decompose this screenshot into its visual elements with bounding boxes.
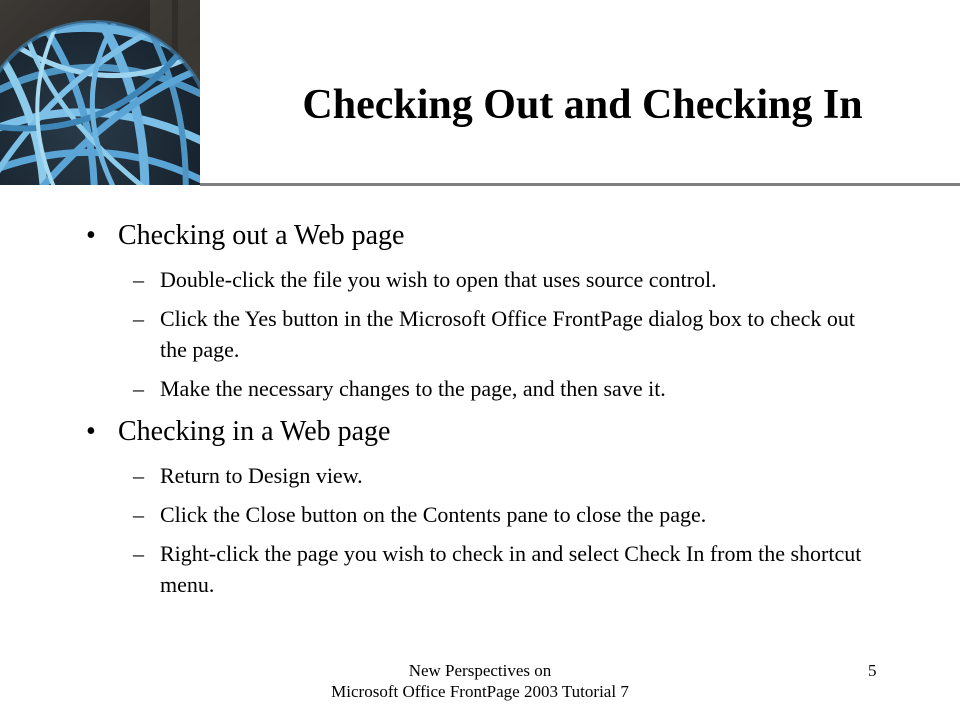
header-divider [200, 183, 960, 186]
header-globe-image [0, 0, 200, 185]
sub-item-text: Click the Yes button in the Microsoft Office FrontPage dialog box to check out the page. [160, 306, 855, 362]
page-number: 5 [868, 661, 877, 680]
bullet-checking-in: • Checking in a Web page [80, 414, 880, 450]
dash-marker: – [133, 463, 144, 488]
list-item [80, 538, 880, 600]
list-item [80, 373, 880, 404]
list-item [80, 460, 880, 491]
slide-title: Checking Out and Checking In [302, 82, 863, 128]
dash-marker: – [133, 376, 144, 401]
slide-content [80, 218, 880, 610]
list-item [80, 303, 880, 365]
footer-line-2: Microsoft Office FrontPage 2003 Tutorial 7 [331, 682, 629, 701]
dash-marker: – [133, 306, 144, 331]
footer-line-1: New Perspectives on [408, 661, 552, 680]
sub-list-checking-out [80, 264, 880, 404]
sub-item-text: Right-click the page you wish to check in and select Check In from the shortcut menu. [160, 541, 862, 597]
list-item [80, 499, 880, 530]
sub-item-text: Double-click the file you wish to open that uses source control. [160, 267, 717, 292]
sub-item-text: Make the necessary changes to the page, and then save it. [160, 376, 666, 401]
dash-marker: – [133, 267, 144, 292]
globe-sculpture-icon [0, 0, 200, 185]
list-item [80, 264, 880, 295]
sub-item-text: Return to Design view. [160, 463, 363, 488]
footer-caption [280, 660, 680, 702]
sub-list-checking-in [80, 460, 880, 600]
dash-marker: – [133, 541, 144, 566]
dash-marker: – [133, 502, 144, 527]
bullet-checking-out: • Checking out a Web page [80, 218, 880, 254]
sub-item-text: Click the Close button on the Contents pane to close the page. [160, 502, 707, 527]
